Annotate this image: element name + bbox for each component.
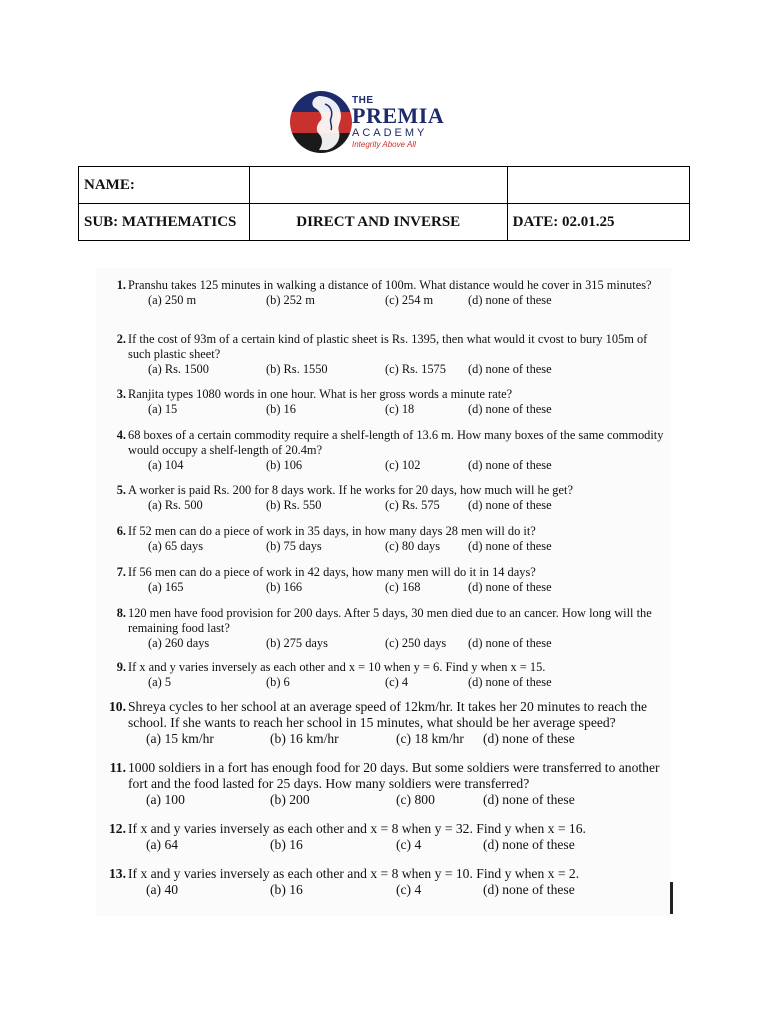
options-row <box>128 498 666 513</box>
question-10 <box>106 699 666 746</box>
question-2 <box>106 332 666 377</box>
question-1 <box>106 278 666 308</box>
question-text: If x and y varies inversely as each other and x = 10 when y = 6. Find y when x = 15. <box>128 660 546 674</box>
option-b: (b) 16 <box>266 402 296 416</box>
question-text: Ranjita types 1080 words in one hour. What is her gross words a minute rate? <box>128 387 513 401</box>
option-c: (c) Rs. 1575 <box>385 362 446 376</box>
option-c: (c) 254 m <box>385 293 434 307</box>
option-a: (a) 250 m <box>148 293 197 307</box>
options-row <box>128 402 666 417</box>
option-d: (d) none of these <box>483 731 575 746</box>
question-8 <box>106 606 666 651</box>
options-row <box>128 675 666 690</box>
question-text: If the cost of 93m of a certain kind of plastic sheet is Rs. 1395, then what would it cvost to bury 105m of such plastic sheet? <box>128 332 648 361</box>
name-label: NAME: <box>79 167 250 204</box>
question-7 <box>106 565 666 595</box>
option-c: (c) 102 <box>385 458 421 472</box>
question-text: 120 men have food provision for 200 days. After 5 days, 30 men died due to an cancer. How long will the remaining food last? <box>128 606 652 635</box>
option-d: (d) none of these <box>468 636 552 650</box>
option-a: (a) Rs. 500 <box>148 498 203 512</box>
option-a: (a) 65 days <box>148 539 204 553</box>
option-d: (d) none of these <box>483 792 575 807</box>
options-row <box>128 837 666 852</box>
option-b: (b) 106 <box>266 458 303 472</box>
question-text: Pranshu takes 125 minutes in walking a distance of 100m. What distance would he cover in 315 minutes? <box>128 278 652 292</box>
date-cell: DATE: 02.01.25 <box>507 204 689 241</box>
question-number: 1. <box>116 278 126 292</box>
question-text: If 52 men can do a piece of work in 35 days, in how many days 28 men will do it? <box>128 524 536 538</box>
question-number: 10. <box>109 699 126 714</box>
blank-cell <box>507 167 689 204</box>
options-row <box>128 458 666 473</box>
question-number: 12. <box>109 821 126 836</box>
option-b: (b) 16 <box>270 882 303 897</box>
logo-tagline: Integrity Above All <box>352 140 416 149</box>
option-a: (a) 260 days <box>148 636 210 650</box>
question-text: 68 boxes of a certain commodity require a shelf-length of 13.6 m. How many boxes of the same commodity would occupy a shelf-length of 20.4m? <box>128 428 664 457</box>
option-a: (a) 100 <box>146 792 185 807</box>
question-text: 1000 soldiers in a fort has enough food for 20 days. But some soldiers were transferred to another fort and the food lasted for 25 days. How many soldiers were transferred? <box>128 760 660 791</box>
question-12 <box>106 821 666 852</box>
options-row <box>128 882 666 897</box>
options-row <box>128 362 666 377</box>
logo-the: THE <box>352 95 374 106</box>
option-b: (b) 75 days <box>266 539 322 553</box>
option-a: (a) 15 km/hr <box>146 731 214 746</box>
question-5 <box>106 483 666 513</box>
options-row <box>128 731 666 746</box>
question-11 <box>106 760 666 807</box>
option-c: (c) 4 <box>396 837 422 852</box>
question-13 <box>106 866 666 897</box>
option-d: (d) none of these <box>468 402 552 416</box>
question-text: If 56 men can do a piece of work in 42 days, how many men will do it in 14 days? <box>128 565 536 579</box>
option-b: (b) 16 <box>270 837 303 852</box>
option-a: (a) 165 <box>148 580 184 594</box>
option-c: (c) 4 <box>385 675 409 689</box>
option-b: (b) Rs. 1550 <box>266 362 328 376</box>
option-c: (c) 800 <box>396 792 435 807</box>
option-b: (b) 6 <box>266 675 290 689</box>
question-9 <box>106 660 666 690</box>
option-d: (d) none of these <box>483 837 575 852</box>
option-d: (d) none of these <box>468 580 552 594</box>
question-3 <box>106 387 666 417</box>
option-d: (d) none of these <box>468 362 552 376</box>
option-d: (d) none of these <box>483 882 575 897</box>
option-a: (a) Rs. 1500 <box>148 362 209 376</box>
question-text: A worker is paid Rs. 200 for 8 days work. If he works for 20 days, how much will he get? <box>128 483 573 497</box>
question-number: 11. <box>109 760 126 775</box>
option-b: (b) 16 km/hr <box>270 731 339 746</box>
option-a: (a) 5 <box>148 675 172 689</box>
option-d: (d) none of these <box>468 498 552 512</box>
option-b: (b) 166 <box>266 580 303 594</box>
question-number: 5. <box>116 483 126 497</box>
option-b: (b) 200 <box>270 792 310 807</box>
question-text: If x and y varies inversely as each other and x = 8 when y = 32. Find y when x = 16. <box>128 821 586 836</box>
logo-premia: PREMIA <box>352 103 445 128</box>
options-row <box>128 636 666 651</box>
logo-academy: ACADEMY <box>352 127 428 139</box>
option-c: (c) 168 <box>385 580 421 594</box>
question-4 <box>106 428 666 473</box>
options-row <box>128 539 666 554</box>
question-text: If x and y varies inversely as each other and x = 8 when y = 10. Find y when x = 2. <box>128 866 580 881</box>
option-c: (c) 18 <box>385 402 415 416</box>
option-b: (b) Rs. 550 <box>266 498 322 512</box>
scan-edge-mark <box>670 882 673 914</box>
question-number: 13. <box>109 866 126 881</box>
name-field[interactable] <box>249 167 507 204</box>
option-a: (a) 104 <box>148 458 184 472</box>
option-a: (a) 15 <box>148 402 178 416</box>
option-c: (c) Rs. 575 <box>385 498 440 512</box>
option-d: (d) none of these <box>468 458 552 472</box>
options-row <box>128 792 666 807</box>
options-row <box>128 293 666 308</box>
option-b: (b) 275 days <box>266 636 328 650</box>
logo-wordmark <box>352 96 444 149</box>
question-number: 3. <box>116 387 126 401</box>
question-number: 4. <box>116 428 126 442</box>
option-c: (c) 4 <box>396 882 422 897</box>
option-d: (d) none of these <box>468 675 552 689</box>
question-number: 7. <box>116 565 126 579</box>
question-sheet <box>96 268 671 916</box>
question-number: 2. <box>116 332 126 346</box>
header-row-1 <box>79 167 690 204</box>
option-c: (c) 18 km/hr <box>396 731 464 746</box>
option-c: (c) 250 days <box>385 636 447 650</box>
question-text: Shreya cycles to her school at an average speed of 12km/hr. It takes her 20 minutes to reach the school. If she wants to reach her school in 15 minutes, what should be her average speed? <box>128 699 648 730</box>
question-number: 8. <box>116 606 126 620</box>
option-d: (d) none of these <box>468 293 552 307</box>
option-b: (b) 252 m <box>266 293 315 307</box>
header-table <box>78 166 690 241</box>
option-a: (a) 64 <box>146 837 179 852</box>
options-row <box>128 580 666 595</box>
question-6 <box>106 524 666 554</box>
option-d: (d) none of these <box>468 539 552 553</box>
header-row-2 <box>79 204 690 241</box>
option-c: (c) 80 days <box>385 539 441 553</box>
topic-cell: DIRECT AND INVERSE <box>249 204 507 241</box>
subject-cell: SUB: MATHEMATICS <box>79 204 250 241</box>
option-a: (a) 40 <box>146 882 179 897</box>
question-number: 6. <box>116 524 126 538</box>
question-number: 9. <box>116 660 126 674</box>
